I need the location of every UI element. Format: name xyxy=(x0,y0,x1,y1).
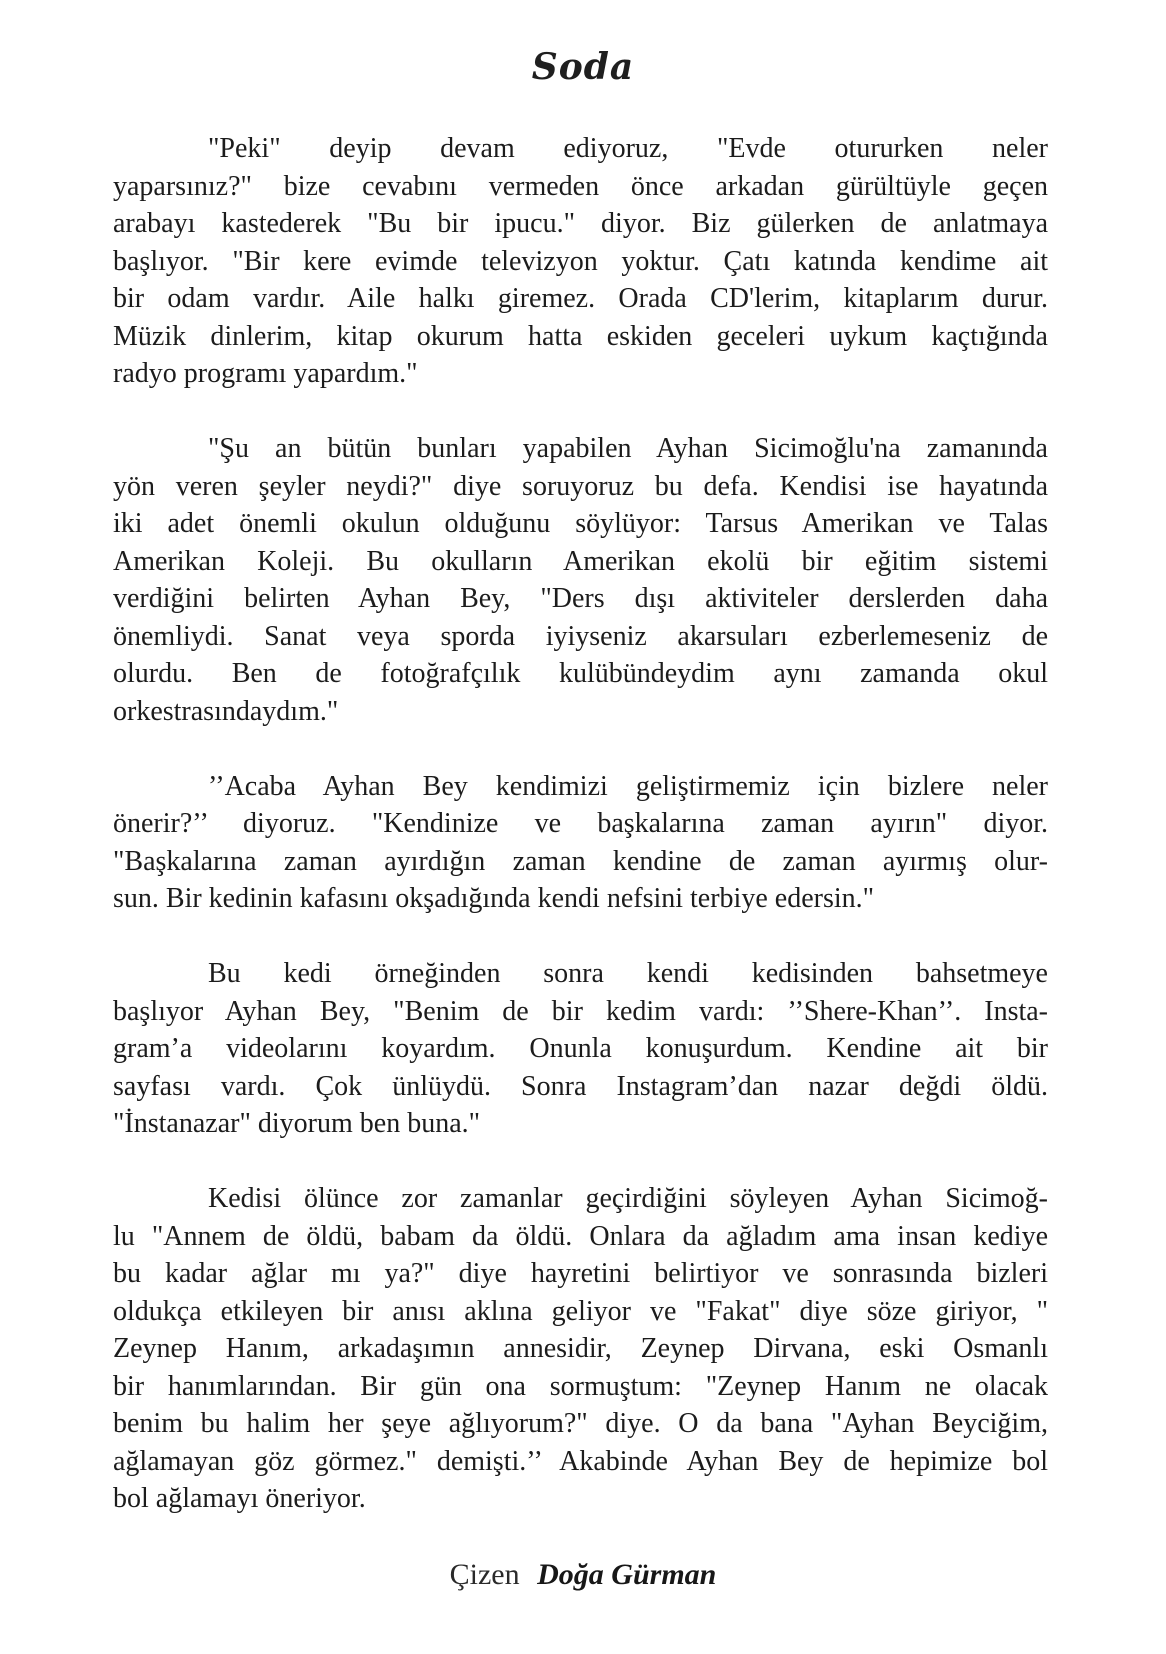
text-line: lu "Annem de öldü, babam da öldü. Onlara da ağladım ama insan kediye xyxy=(113,1220,1048,1252)
text-line: Bu kedi örneğinden sonra kendi kedisinden bahsetmeye xyxy=(208,958,1048,989)
text-line: benim bu halim her şeye ağlıyorum?" diye. O da bana "Ayhan Beyciğim, xyxy=(113,1408,1048,1439)
text-line: bu kadar ağlar mı ya?" diye hayretini belirtiyor ve sonrasında bizleri xyxy=(113,1258,1048,1289)
text-line: "Başkalarına zaman ayırdığın zaman kendine de zaman ayırmış olur- xyxy=(113,845,1048,877)
text-line: arabayı kastederek "Bu bir ipucu." diyor. Biz gülerken de anlatmaya xyxy=(113,208,1048,239)
text-line: radyo programı yapardım." xyxy=(113,358,418,389)
paragraph xyxy=(113,130,1048,393)
text-line: sayfası vardı. Çok ünlüydü. Sonra Instagram’dan nazar değdi öldü. xyxy=(113,1070,1048,1102)
page-title: Soda xyxy=(531,46,635,88)
text-line: yön veren şeyler neydi?" diye soruyoruz bu defa. Kendisi ise hayatında xyxy=(113,470,1048,502)
paragraph xyxy=(113,1180,1048,1518)
credit-author: Doğa Gürman xyxy=(537,1558,717,1591)
text-line: bol ağlamayı öneriyor. xyxy=(113,1483,366,1514)
text-line: önemliydi. Sanat veya sporda iyiyseniz akarsuları ezberlemeseniz de xyxy=(113,620,1048,652)
text-line: Müzik dinlerim, kitap okurum hatta eskiden geceleri uykum kaçtığında xyxy=(113,320,1048,352)
text-line: oldukça etkileyen bir anısı aklına geliyor ve "Fakat" diye söze giriyor, " xyxy=(113,1295,1048,1327)
text-line: önerir?’’ diyoruz. "Kendinize ve başkalarına zaman ayırın" diyor. xyxy=(113,808,1048,839)
text-line: ağlamayan göz görmez." demişti.’’ Akabinde Ayhan Bey de hepimize bol xyxy=(113,1445,1048,1477)
paragraph xyxy=(113,430,1048,730)
text-line: orkestrasındaydım." xyxy=(113,695,339,727)
paragraph xyxy=(113,768,1048,918)
text-line: verdiğini belirten Ayhan Bey, "Ders dışı aktiviteler derslerden daha xyxy=(113,583,1048,614)
page-header xyxy=(0,46,1166,88)
text-line: sun. Bir kedinin kafasını okşadığında kendi nefsini terbiye edersin." xyxy=(113,883,875,914)
text-line: olurdu. Ben de fotoğrafçılık kulübündeydim aynı zamanda okul xyxy=(113,658,1048,689)
text-line: bir hanımlarından. Bir gün ona sormuştum: "Zeynep Hanım ne olacak xyxy=(113,1370,1048,1402)
text-line: "Peki" deyip devam ediyoruz, "Evde otururken neler xyxy=(208,133,1048,164)
article-body xyxy=(113,130,1048,1518)
text-line: iki adet önemli okulun olduğunu söylüyor: Tarsus Amerikan ve Talas xyxy=(113,508,1048,539)
credit-line xyxy=(0,1558,1166,1592)
text-line: Amerikan Koleji. Bu okulların Amerikan ekolü bir eğitim sistemi xyxy=(113,545,1048,577)
text-line: "İnstanazar" diyorum ben buna." xyxy=(113,1108,481,1139)
text-line: ’’Acaba Ayhan Bey kendimizi geliştirmemiz için bizlere neler xyxy=(208,770,1048,802)
text-line: bir odam vardır. Aile halkı giremez. Orada CD'lerim, kitaplarım durur. xyxy=(113,283,1048,314)
text-line: başlıyor. "Bir kere evimde televizyon yoktur. Çatı katında kendime ait xyxy=(113,245,1048,277)
text-line: "Şu an bütün bunları yapabilen Ayhan Sicimoğlu'na zamanında xyxy=(208,433,1048,464)
text-line: Zeynep Hanım, arkadaşımın annesidir, Zeynep Dirvana, eski Osmanlı xyxy=(113,1333,1048,1364)
text-line: Kedisi ölünce zor zamanlar geçirdiğini söyleyen Ayhan Sicimoğ- xyxy=(208,1183,1048,1214)
text-line: gram’a videolarını koyardım. Onunla konuşurdum. Kendine ait bir xyxy=(113,1033,1048,1064)
text-line: yaparsınız?" bize cevabını vermeden önce arkadan gürültüyle geçen xyxy=(113,170,1048,202)
credit-label: Çizen xyxy=(449,1558,520,1591)
text-line: başlıyor Ayhan Bey, "Benim de bir kedim vardı: ’’Shere-Khan’’. Insta- xyxy=(113,995,1048,1027)
paragraph xyxy=(113,955,1048,1143)
